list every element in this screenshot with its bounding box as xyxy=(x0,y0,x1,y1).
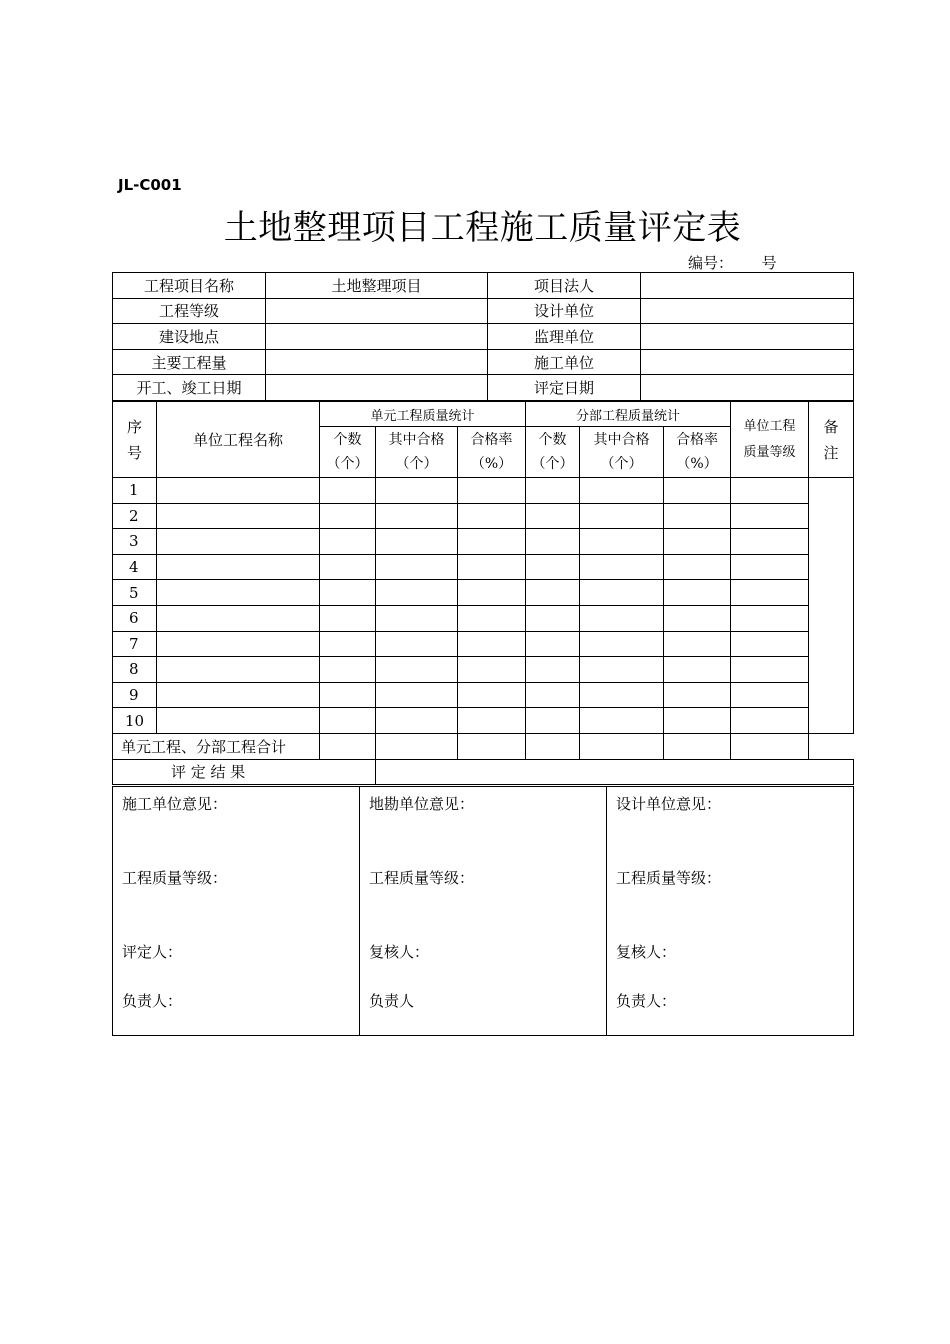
data-cell[interactable] xyxy=(664,478,731,504)
data-cell[interactable] xyxy=(320,631,376,657)
design-opinion-title: 设计单位意见： xyxy=(616,795,722,813)
data-cell[interactable] xyxy=(458,529,526,555)
table-row xyxy=(113,529,854,555)
data-cell[interactable] xyxy=(320,478,376,504)
result-label: 评 定 结 果 xyxy=(113,759,376,785)
data-cell[interactable] xyxy=(526,631,580,657)
data-cell[interactable] xyxy=(580,631,664,657)
data-cell[interactable] xyxy=(526,529,580,555)
data-cell[interactable] xyxy=(458,708,526,734)
data-cell[interactable] xyxy=(157,605,320,631)
project-name-label: 工程项目名称 xyxy=(113,273,266,299)
data-cell[interactable] xyxy=(458,478,526,504)
survey-reviewer-label: 复核人： xyxy=(369,943,430,961)
data-cell[interactable] xyxy=(376,708,458,734)
location-field[interactable] xyxy=(266,324,488,350)
project-legal-field[interactable] xyxy=(641,273,854,299)
survey-opinion[interactable] xyxy=(360,787,607,1036)
form-title: 土地整理项目工程施工质量评定表 xyxy=(223,208,742,248)
element-rate-header: 合格率 （%） xyxy=(458,427,526,478)
data-cell[interactable] xyxy=(664,708,731,734)
row-number: 1 xyxy=(113,478,157,504)
construction-opinion[interactable] xyxy=(113,787,360,1036)
data-cell[interactable] xyxy=(157,478,320,504)
table-row xyxy=(113,605,854,631)
row-number: 4 xyxy=(113,554,157,580)
total-cell[interactable] xyxy=(664,733,731,759)
data-cell[interactable] xyxy=(580,605,664,631)
total-cell[interactable] xyxy=(580,733,664,759)
data-cell[interactable] xyxy=(731,554,809,580)
dates-label: 开工、竣工日期 xyxy=(113,375,266,401)
data-cell[interactable] xyxy=(580,580,664,606)
supervision-unit-label: 监理单位 xyxy=(488,324,641,350)
construction-grade-label: 工程质量等级： xyxy=(122,869,228,887)
data-cell[interactable] xyxy=(731,503,809,529)
quality-stats-table xyxy=(112,401,854,785)
data-cell[interactable] xyxy=(580,503,664,529)
survey-opinion-title: 地勘单位意见： xyxy=(369,795,475,813)
total-cell[interactable] xyxy=(320,733,376,759)
design-opinion[interactable] xyxy=(607,787,854,1036)
data-cell[interactable] xyxy=(580,529,664,555)
table-row xyxy=(113,478,854,504)
total-cell[interactable] xyxy=(376,733,458,759)
row-number: 9 xyxy=(113,682,157,708)
data-cell[interactable] xyxy=(320,554,376,580)
data-cell[interactable] xyxy=(664,605,731,631)
result-field[interactable] xyxy=(376,759,854,785)
project-legal-label: 项目法人 xyxy=(488,273,641,299)
data-cell[interactable] xyxy=(526,682,580,708)
grade-label: 工程等级 xyxy=(113,298,266,324)
data-cell[interactable] xyxy=(157,554,320,580)
data-cell[interactable] xyxy=(157,529,320,555)
location-label: 建设地点 xyxy=(113,324,266,350)
data-cell[interactable] xyxy=(731,682,809,708)
data-cell[interactable] xyxy=(664,529,731,555)
unit-grade-header: 单位工程 质量等级 xyxy=(731,402,809,478)
part-rate-header: 合格率 （%） xyxy=(664,427,731,478)
data-cell[interactable] xyxy=(526,554,580,580)
serial-suffix: 号 xyxy=(761,254,777,272)
row-number: 7 xyxy=(113,631,157,657)
row-number: 3 xyxy=(113,529,157,555)
table-row xyxy=(113,503,854,529)
form-code: JL-C001 xyxy=(118,176,182,194)
data-cell[interactable] xyxy=(664,554,731,580)
data-cell[interactable] xyxy=(157,657,320,683)
data-cell[interactable] xyxy=(580,657,664,683)
data-cell[interactable] xyxy=(458,657,526,683)
row-number: 10 xyxy=(113,708,157,734)
data-cell[interactable] xyxy=(731,478,809,504)
part-count-header: 个数 （个） xyxy=(526,427,580,478)
data-cell[interactable] xyxy=(320,708,376,734)
data-cell[interactable] xyxy=(731,631,809,657)
part-stats-header: 分部工程质量统计 xyxy=(526,402,731,427)
data-cell[interactable] xyxy=(157,708,320,734)
data-cell[interactable] xyxy=(320,580,376,606)
row-number: 5 xyxy=(113,580,157,606)
total-cell[interactable] xyxy=(458,733,526,759)
data-cell[interactable] xyxy=(320,503,376,529)
data-cell[interactable] xyxy=(320,605,376,631)
design-leader-label: 负责人： xyxy=(616,992,677,1010)
design-reviewer-label: 复核人： xyxy=(616,943,677,961)
serial-number xyxy=(688,252,777,273)
remark-field[interactable] xyxy=(809,478,854,734)
survey-grade-label: 工程质量等级： xyxy=(369,869,475,887)
data-cell[interactable] xyxy=(157,503,320,529)
data-cell[interactable] xyxy=(580,478,664,504)
data-cell[interactable] xyxy=(458,631,526,657)
data-cell[interactable] xyxy=(376,682,458,708)
data-cell[interactable] xyxy=(320,657,376,683)
construction-leader-label: 负责人： xyxy=(122,992,183,1010)
data-cell[interactable] xyxy=(580,708,664,734)
construction-evaluator-label: 评定人： xyxy=(122,943,183,961)
data-cell[interactable] xyxy=(731,529,809,555)
data-cell[interactable] xyxy=(580,554,664,580)
data-cell[interactable] xyxy=(526,605,580,631)
data-cell[interactable] xyxy=(731,605,809,631)
eval-date-label: 评定日期 xyxy=(488,375,641,401)
project-name-value[interactable]: 土地整理项目 xyxy=(266,273,488,299)
data-cell[interactable] xyxy=(731,580,809,606)
data-cell[interactable] xyxy=(376,554,458,580)
data-cell[interactable] xyxy=(376,580,458,606)
unit-name-header: 单位工程名称 xyxy=(157,402,320,478)
data-cell[interactable] xyxy=(664,503,731,529)
data-cell[interactable] xyxy=(458,580,526,606)
main-quantity-label: 主要工程量 xyxy=(113,349,266,375)
data-cell[interactable] xyxy=(664,631,731,657)
data-cell[interactable] xyxy=(526,657,580,683)
remark-header: 备 注 xyxy=(809,402,854,478)
survey-leader-label: 负责人 xyxy=(369,992,415,1010)
data-cell[interactable] xyxy=(157,631,320,657)
data-cell[interactable] xyxy=(157,682,320,708)
data-cell[interactable] xyxy=(664,657,731,683)
table-row xyxy=(113,554,854,580)
data-cell[interactable] xyxy=(731,708,809,734)
design-unit-label: 设计单位 xyxy=(488,298,641,324)
data-cell[interactable] xyxy=(376,657,458,683)
design-grade-label: 工程质量等级： xyxy=(616,869,722,887)
data-cell[interactable] xyxy=(458,605,526,631)
row-number: 2 xyxy=(113,503,157,529)
data-cell[interactable] xyxy=(376,631,458,657)
design-unit-field[interactable] xyxy=(641,298,854,324)
total-label: 单元工程、分部工程合计 xyxy=(113,733,320,759)
part-qualified-header: 其中合格 （个） xyxy=(580,427,664,478)
construction-opinion-title: 施工单位意见： xyxy=(122,795,228,813)
data-cell[interactable] xyxy=(376,529,458,555)
construction-unit-label: 施工单位 xyxy=(488,349,641,375)
supervision-unit-field[interactable] xyxy=(641,324,854,350)
opinions-table xyxy=(112,786,854,1036)
eval-date-field[interactable] xyxy=(641,375,854,401)
table-row xyxy=(113,657,854,683)
table-row xyxy=(113,631,854,657)
dates-field[interactable] xyxy=(266,375,488,401)
data-cell[interactable] xyxy=(458,554,526,580)
row-number: 8 xyxy=(113,657,157,683)
total-cell[interactable] xyxy=(526,733,580,759)
data-cell[interactable] xyxy=(320,682,376,708)
data-cell[interactable] xyxy=(731,657,809,683)
data-cell[interactable] xyxy=(526,580,580,606)
main-quantity-field[interactable] xyxy=(266,349,488,375)
data-cell[interactable] xyxy=(458,682,526,708)
table-row xyxy=(113,580,854,606)
project-info-table xyxy=(112,272,854,401)
data-cell[interactable] xyxy=(526,708,580,734)
element-qualified-header: 其中合格 （个） xyxy=(376,427,458,478)
data-cell[interactable] xyxy=(526,478,580,504)
construction-unit-field[interactable] xyxy=(641,349,854,375)
data-cell[interactable] xyxy=(376,478,458,504)
data-cell[interactable] xyxy=(526,503,580,529)
data-cell[interactable] xyxy=(458,503,526,529)
data-cell[interactable] xyxy=(376,605,458,631)
table-row xyxy=(113,682,854,708)
total-cell[interactable] xyxy=(731,733,809,759)
data-cell[interactable] xyxy=(376,503,458,529)
data-cell[interactable] xyxy=(664,580,731,606)
table-row xyxy=(113,708,854,734)
data-cell[interactable] xyxy=(320,529,376,555)
data-cell[interactable] xyxy=(664,682,731,708)
element-stats-header: 单元工程质量统计 xyxy=(320,402,526,427)
row-number: 6 xyxy=(113,605,157,631)
serial-label: 编号： xyxy=(688,254,734,272)
data-cell[interactable] xyxy=(157,580,320,606)
grade-field[interactable] xyxy=(266,298,488,324)
data-cell[interactable] xyxy=(580,682,664,708)
element-count-header: 个数 （个） xyxy=(320,427,376,478)
seq-header: 序 号 xyxy=(113,402,157,478)
